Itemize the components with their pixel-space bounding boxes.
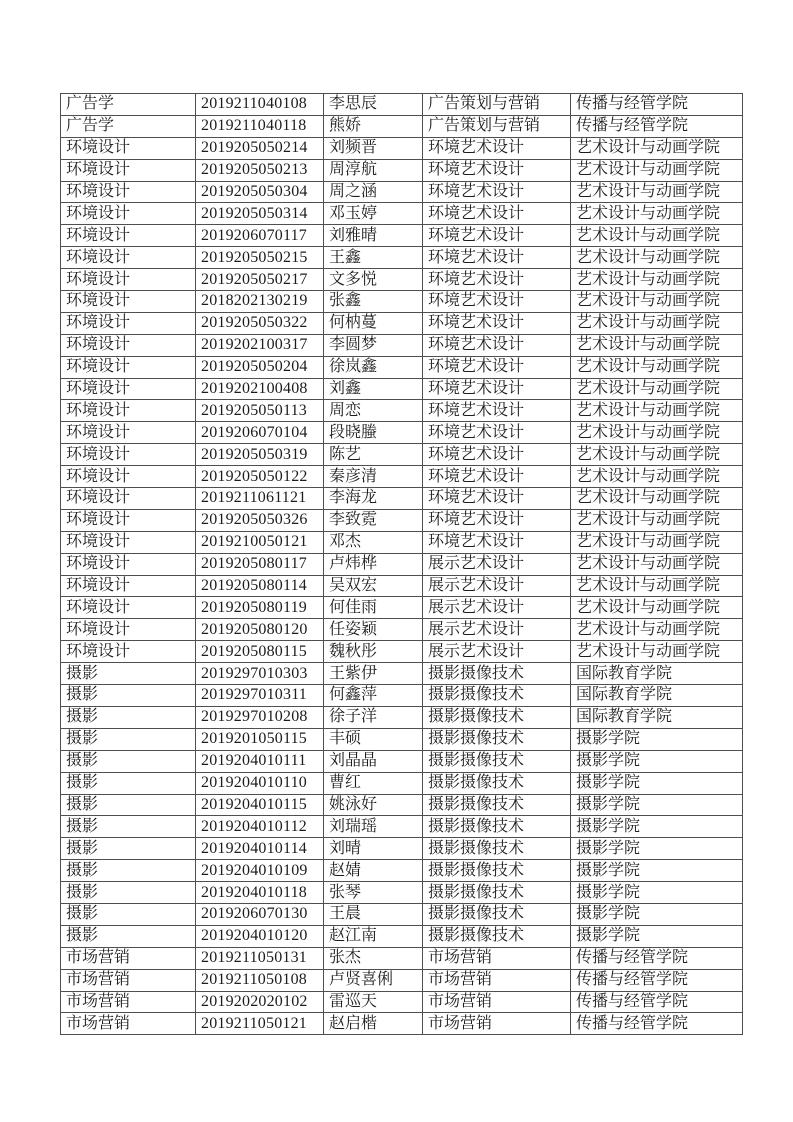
cell-name: 卢贤喜俐 — [324, 969, 423, 991]
table-row — [61, 312, 743, 334]
cell-major: 环境设计 — [61, 509, 196, 531]
cell-direction: 环境艺术设计 — [423, 334, 571, 356]
cell-direction: 摄影摄像技术 — [423, 882, 571, 904]
cell-name: 刘鑫 — [324, 378, 423, 400]
cell-college: 摄影学院 — [571, 728, 743, 750]
cell-direction: 环境艺术设计 — [423, 422, 571, 444]
cell-major: 广告学 — [61, 115, 196, 137]
cell-name: 徐子洋 — [324, 706, 423, 728]
cell-major: 环境设计 — [61, 334, 196, 356]
cell-major: 摄影 — [61, 794, 196, 816]
cell-college: 艺术设计与动画学院 — [571, 334, 743, 356]
cell-college: 艺术设计与动画学院 — [571, 553, 743, 575]
table-row — [61, 94, 743, 116]
cell-college: 艺术设计与动画学院 — [571, 312, 743, 334]
cell-student-id: 2019202100408 — [196, 378, 324, 400]
table-row — [61, 685, 743, 707]
cell-direction: 环境艺术设计 — [423, 356, 571, 378]
cell-college: 艺术设计与动画学院 — [571, 225, 743, 247]
cell-name: 刘瑞瑶 — [324, 816, 423, 838]
cell-name: 王鑫 — [324, 247, 423, 269]
cell-student-id: 2019206070104 — [196, 422, 324, 444]
cell-direction: 广告策划与营销 — [423, 94, 571, 116]
cell-major: 环境设计 — [61, 488, 196, 510]
table-row — [61, 903, 743, 925]
cell-college: 摄影学院 — [571, 838, 743, 860]
cell-name: 赵婧 — [324, 860, 423, 882]
cell-major: 摄影 — [61, 663, 196, 685]
cell-major: 广告学 — [61, 94, 196, 116]
cell-student-id: 2019297010303 — [196, 663, 324, 685]
cell-direction: 摄影摄像技术 — [423, 772, 571, 794]
cell-student-id: 2019205080115 — [196, 641, 324, 663]
cell-college: 艺术设计与动画学院 — [571, 181, 743, 203]
cell-name: 文多悦 — [324, 269, 423, 291]
cell-major: 摄影 — [61, 925, 196, 947]
cell-direction: 摄影摄像技术 — [423, 903, 571, 925]
cell-direction: 展示艺术设计 — [423, 641, 571, 663]
table-row — [61, 860, 743, 882]
cell-major: 环境设计 — [61, 137, 196, 159]
cell-name: 曹红 — [324, 772, 423, 794]
cell-direction: 环境艺术设计 — [423, 137, 571, 159]
cell-college: 艺术设计与动画学院 — [571, 531, 743, 553]
cell-direction: 环境艺术设计 — [423, 444, 571, 466]
cell-direction: 摄影摄像技术 — [423, 816, 571, 838]
cell-college: 国际教育学院 — [571, 685, 743, 707]
cell-college: 艺术设计与动画学院 — [571, 444, 743, 466]
cell-major: 环境设计 — [61, 203, 196, 225]
cell-name: 刘晶晶 — [324, 750, 423, 772]
student-table — [60, 93, 743, 1035]
table-row — [61, 575, 743, 597]
table-row — [61, 816, 743, 838]
cell-name: 周恋 — [324, 400, 423, 422]
cell-name: 周淳航 — [324, 159, 423, 181]
cell-name: 熊娇 — [324, 115, 423, 137]
cell-direction: 市场营销 — [423, 969, 571, 991]
cell-major: 市场营销 — [61, 991, 196, 1013]
table-row — [61, 531, 743, 553]
table-row — [61, 969, 743, 991]
cell-direction: 环境艺术设计 — [423, 181, 571, 203]
cell-college: 国际教育学院 — [571, 706, 743, 728]
cell-college: 传播与经管学院 — [571, 94, 743, 116]
table-row — [61, 947, 743, 969]
table-row — [61, 488, 743, 510]
cell-college: 传播与经管学院 — [571, 947, 743, 969]
cell-name: 邓杰 — [324, 531, 423, 553]
cell-student-id: 2019211040118 — [196, 115, 324, 137]
cell-major: 环境设计 — [61, 247, 196, 269]
table-row — [61, 706, 743, 728]
cell-major: 摄影 — [61, 772, 196, 794]
cell-college: 国际教育学院 — [571, 663, 743, 685]
cell-student-id: 2019201050115 — [196, 728, 324, 750]
table-row — [61, 159, 743, 181]
cell-name: 卢炜桦 — [324, 553, 423, 575]
cell-student-id: 2019205050314 — [196, 203, 324, 225]
table-row — [61, 663, 743, 685]
table-row — [61, 247, 743, 269]
cell-direction: 环境艺术设计 — [423, 225, 571, 247]
cell-student-id: 2018202130219 — [196, 291, 324, 313]
cell-major: 环境设计 — [61, 312, 196, 334]
cell-major: 环境设计 — [61, 356, 196, 378]
cell-major: 环境设计 — [61, 444, 196, 466]
table-row — [61, 553, 743, 575]
table-row — [61, 181, 743, 203]
cell-name: 秦彦清 — [324, 466, 423, 488]
cell-student-id: 2019205050204 — [196, 356, 324, 378]
table-row — [61, 838, 743, 860]
cell-student-id: 2019205050122 — [196, 466, 324, 488]
cell-college: 艺术设计与动画学院 — [571, 291, 743, 313]
cell-student-id: 2019211050131 — [196, 947, 324, 969]
cell-direction: 展示艺术设计 — [423, 619, 571, 641]
cell-student-id: 2019206070130 — [196, 903, 324, 925]
cell-direction: 环境艺术设计 — [423, 159, 571, 181]
table-row — [61, 137, 743, 159]
table-row — [61, 269, 743, 291]
cell-student-id: 2019205050213 — [196, 159, 324, 181]
cell-college: 艺术设计与动画学院 — [571, 356, 743, 378]
cell-college: 艺术设计与动画学院 — [571, 619, 743, 641]
cell-student-id: 2019205080117 — [196, 553, 324, 575]
cell-major: 摄影 — [61, 860, 196, 882]
cell-college: 艺术设计与动画学院 — [571, 575, 743, 597]
cell-major: 市场营销 — [61, 1013, 196, 1035]
cell-college: 艺术设计与动画学院 — [571, 159, 743, 181]
cell-student-id: 2019205080120 — [196, 619, 324, 641]
cell-name: 李致霓 — [324, 509, 423, 531]
cell-college: 艺术设计与动画学院 — [571, 509, 743, 531]
cell-major: 市场营销 — [61, 969, 196, 991]
cell-direction: 环境艺术设计 — [423, 466, 571, 488]
cell-major: 环境设计 — [61, 466, 196, 488]
cell-college: 传播与经管学院 — [571, 969, 743, 991]
cell-college: 艺术设计与动画学院 — [571, 378, 743, 400]
cell-college: 摄影学院 — [571, 816, 743, 838]
cell-direction: 环境艺术设计 — [423, 269, 571, 291]
cell-student-id: 2019210050121 — [196, 531, 324, 553]
cell-major: 环境设计 — [61, 641, 196, 663]
cell-direction: 环境艺术设计 — [423, 531, 571, 553]
cell-major: 环境设计 — [61, 378, 196, 400]
cell-name: 周之涵 — [324, 181, 423, 203]
table-row — [61, 641, 743, 663]
cell-college: 摄影学院 — [571, 925, 743, 947]
cell-student-id: 2019211050121 — [196, 1013, 324, 1035]
cell-major: 环境设计 — [61, 181, 196, 203]
cell-direction: 展示艺术设计 — [423, 597, 571, 619]
table-row — [61, 225, 743, 247]
cell-student-id: 2019211050108 — [196, 969, 324, 991]
cell-name: 刘雅晴 — [324, 225, 423, 247]
cell-major: 摄影 — [61, 838, 196, 860]
cell-name: 刘晴 — [324, 838, 423, 860]
cell-name: 段晓螣 — [324, 422, 423, 444]
cell-direction: 环境艺术设计 — [423, 509, 571, 531]
cell-name: 张鑫 — [324, 291, 423, 313]
cell-name: 王紫伊 — [324, 663, 423, 685]
table-row — [61, 466, 743, 488]
cell-student-id: 2019205050215 — [196, 247, 324, 269]
table-row — [61, 925, 743, 947]
cell-student-id: 2019205050319 — [196, 444, 324, 466]
cell-college: 艺术设计与动画学院 — [571, 641, 743, 663]
cell-student-id: 2019205050217 — [196, 269, 324, 291]
table-row — [61, 422, 743, 444]
cell-direction: 环境艺术设计 — [423, 203, 571, 225]
cell-major: 市场营销 — [61, 947, 196, 969]
cell-major: 环境设计 — [61, 575, 196, 597]
cell-name: 何枘蔓 — [324, 312, 423, 334]
cell-student-id: 2019211040108 — [196, 94, 324, 116]
cell-college: 艺术设计与动画学院 — [571, 597, 743, 619]
cell-student-id: 2019202100317 — [196, 334, 324, 356]
cell-student-id: 2019205050304 — [196, 181, 324, 203]
cell-direction: 环境艺术设计 — [423, 312, 571, 334]
cell-name: 李圆梦 — [324, 334, 423, 356]
table-row — [61, 356, 743, 378]
table-row — [61, 728, 743, 750]
cell-student-id: 2019205080119 — [196, 597, 324, 619]
table-row — [61, 1013, 743, 1035]
cell-student-id: 2019206070117 — [196, 225, 324, 247]
table-row — [61, 334, 743, 356]
cell-direction: 摄影摄像技术 — [423, 925, 571, 947]
cell-major: 摄影 — [61, 685, 196, 707]
cell-direction: 摄影摄像技术 — [423, 838, 571, 860]
cell-major: 环境设计 — [61, 619, 196, 641]
cell-direction: 摄影摄像技术 — [423, 860, 571, 882]
cell-direction: 展示艺术设计 — [423, 575, 571, 597]
cell-student-id: 2019204010115 — [196, 794, 324, 816]
cell-direction: 摄影摄像技术 — [423, 706, 571, 728]
table-row — [61, 619, 743, 641]
cell-name: 丰硕 — [324, 728, 423, 750]
cell-name: 刘频晋 — [324, 137, 423, 159]
cell-major: 环境设计 — [61, 269, 196, 291]
table-row — [61, 115, 743, 137]
cell-major: 环境设计 — [61, 531, 196, 553]
cell-name: 李思辰 — [324, 94, 423, 116]
table-row — [61, 203, 743, 225]
cell-student-id: 2019205080114 — [196, 575, 324, 597]
cell-direction: 市场营销 — [423, 947, 571, 969]
cell-direction: 环境艺术设计 — [423, 247, 571, 269]
cell-name: 赵江南 — [324, 925, 423, 947]
table-row — [61, 400, 743, 422]
cell-college: 传播与经管学院 — [571, 115, 743, 137]
cell-major: 摄影 — [61, 728, 196, 750]
cell-name: 李海龙 — [324, 488, 423, 510]
cell-college: 摄影学院 — [571, 750, 743, 772]
cell-major: 摄影 — [61, 903, 196, 925]
cell-direction: 摄影摄像技术 — [423, 794, 571, 816]
cell-major: 环境设计 — [61, 291, 196, 313]
cell-name: 姚泳好 — [324, 794, 423, 816]
cell-name: 徐岚鑫 — [324, 356, 423, 378]
table-row — [61, 794, 743, 816]
cell-student-id: 2019204010112 — [196, 816, 324, 838]
cell-college: 摄影学院 — [571, 882, 743, 904]
cell-name: 何佳雨 — [324, 597, 423, 619]
table-row — [61, 772, 743, 794]
cell-major: 环境设计 — [61, 422, 196, 444]
cell-name: 张琴 — [324, 882, 423, 904]
cell-college: 艺术设计与动画学院 — [571, 203, 743, 225]
cell-college: 传播与经管学院 — [571, 1013, 743, 1035]
cell-student-id: 2019205050326 — [196, 509, 324, 531]
cell-name: 陈艺 — [324, 444, 423, 466]
cell-college: 艺术设计与动画学院 — [571, 422, 743, 444]
table-row — [61, 291, 743, 313]
cell-direction: 市场营销 — [423, 1013, 571, 1035]
cell-name: 王晨 — [324, 903, 423, 925]
table-row — [61, 444, 743, 466]
cell-college: 艺术设计与动画学院 — [571, 269, 743, 291]
cell-direction: 摄影摄像技术 — [423, 685, 571, 707]
cell-student-id: 2019204010111 — [196, 750, 324, 772]
cell-student-id: 2019205050214 — [196, 137, 324, 159]
cell-direction: 环境艺术设计 — [423, 488, 571, 510]
cell-name: 魏秋彤 — [324, 641, 423, 663]
cell-direction: 环境艺术设计 — [423, 291, 571, 313]
table-row — [61, 378, 743, 400]
cell-major: 环境设计 — [61, 597, 196, 619]
cell-student-id: 2019204010114 — [196, 838, 324, 860]
cell-student-id: 2019297010311 — [196, 685, 324, 707]
cell-college: 摄影学院 — [571, 794, 743, 816]
cell-student-id: 2019202020102 — [196, 991, 324, 1013]
cell-college: 艺术设计与动画学院 — [571, 400, 743, 422]
cell-name: 邓玉婷 — [324, 203, 423, 225]
cell-student-id: 2019297010208 — [196, 706, 324, 728]
cell-major: 摄影 — [61, 706, 196, 728]
cell-direction: 展示艺术设计 — [423, 553, 571, 575]
cell-college: 摄影学院 — [571, 860, 743, 882]
cell-college: 艺术设计与动画学院 — [571, 247, 743, 269]
cell-student-id: 2019205050322 — [196, 312, 324, 334]
cell-major: 摄影 — [61, 750, 196, 772]
table-row — [61, 750, 743, 772]
cell-college: 摄影学院 — [571, 772, 743, 794]
cell-name: 任姿颖 — [324, 619, 423, 641]
table-row — [61, 991, 743, 1013]
cell-student-id: 2019205050113 — [196, 400, 324, 422]
cell-college: 艺术设计与动画学院 — [571, 137, 743, 159]
cell-direction: 摄影摄像技术 — [423, 663, 571, 685]
cell-college: 艺术设计与动画学院 — [571, 466, 743, 488]
cell-name: 张杰 — [324, 947, 423, 969]
cell-college: 艺术设计与动画学院 — [571, 488, 743, 510]
cell-college: 传播与经管学院 — [571, 991, 743, 1013]
cell-name: 赵启楷 — [324, 1013, 423, 1035]
cell-student-id: 2019211061121 — [196, 488, 324, 510]
cell-student-id: 2019204010118 — [196, 882, 324, 904]
table-row — [61, 882, 743, 904]
cell-major: 环境设计 — [61, 225, 196, 247]
cell-direction: 广告策划与营销 — [423, 115, 571, 137]
cell-direction: 市场营销 — [423, 991, 571, 1013]
table-row — [61, 509, 743, 531]
cell-major: 摄影 — [61, 882, 196, 904]
cell-name: 吴双宏 — [324, 575, 423, 597]
cell-college: 摄影学院 — [571, 903, 743, 925]
cell-name: 何鑫萍 — [324, 685, 423, 707]
cell-student-id: 2019204010120 — [196, 925, 324, 947]
cell-major: 摄影 — [61, 816, 196, 838]
cell-major: 环境设计 — [61, 159, 196, 181]
table-row — [61, 597, 743, 619]
cell-direction: 环境艺术设计 — [423, 378, 571, 400]
student-table-body — [61, 94, 743, 1035]
cell-major: 环境设计 — [61, 553, 196, 575]
cell-direction: 摄影摄像技术 — [423, 728, 571, 750]
cell-direction: 摄影摄像技术 — [423, 750, 571, 772]
cell-major: 环境设计 — [61, 400, 196, 422]
cell-student-id: 2019204010109 — [196, 860, 324, 882]
cell-direction: 环境艺术设计 — [423, 400, 571, 422]
cell-student-id: 2019204010110 — [196, 772, 324, 794]
cell-name: 雷巡天 — [324, 991, 423, 1013]
